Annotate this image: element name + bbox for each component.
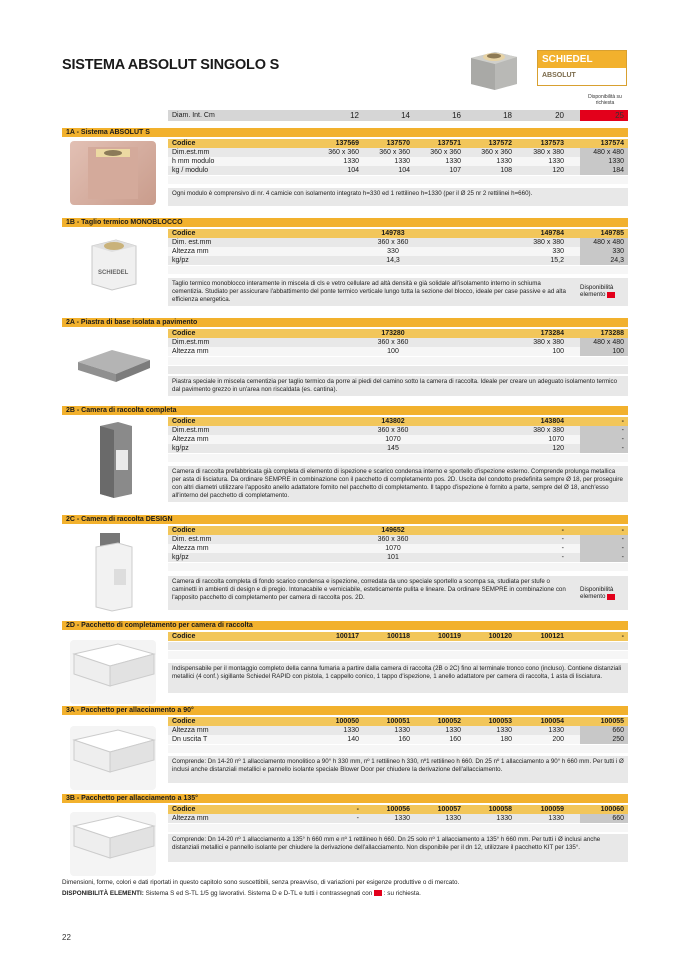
monoblocco-image	[70, 232, 156, 296]
table-row: Altezza mm - 1330 1330 1330 1330 660	[168, 814, 628, 823]
table-row: Dim. est.mm 360 x 360 - -	[168, 535, 628, 544]
section-2a-title: 2A - Piastra di base isolata a pavimento	[62, 318, 628, 327]
header-value: 12	[350, 111, 359, 120]
logo-line: ABSOLUT	[538, 68, 626, 85]
table-row: h mm modulo 1330 1330 1330 1330 1330 1330	[168, 157, 628, 166]
table-row: Altezza mm 330 330 330	[168, 247, 628, 256]
availability-box: Disponibilità elemento	[580, 284, 614, 299]
schiedel-logo	[537, 50, 627, 86]
svg-text:SCHIEDEL: SCHIEDEL	[98, 270, 129, 276]
page-number: 22	[62, 933, 71, 942]
table-row: Codice 100117 100118 100119 100120 100121 -	[168, 632, 628, 641]
table-row: Altezza mm 1070 - -	[168, 544, 628, 553]
section-description: Comprende: Dn 14-20 nº 1 allacciamento monolitico a 90° h 330 mm, nº 1 rettilineo h 330, nº1 rettilineo h 660. Dn 25 nº 1 allacciamento a 90° h 660 mm. Per tutti i Ø inclusi anche distanziali metallici e pannello isolante speciale Blower Door per chiudere la derivazione dell'allacciamento.	[168, 756, 628, 783]
table-row: Codice 149652 - -	[168, 526, 628, 535]
header-value: 18	[503, 111, 512, 120]
section-3a-title: 3A - Pacchetto per allacciamento a 90°	[62, 706, 628, 715]
section-description: Camera di raccolta completa di fondo scarico condensa e ispezione, corredata da uno speciale sportello a scompa sa, studiata per stufe o caminetti in ambienti di design e di pregio. Intonacabile e verniciabile, esteticamente pulita e lineare. Da ordinare SEMPRE in combinazione con l'apposito pacchetto di completamento per camera di raccolta pos. 2D.	[168, 576, 628, 610]
availability-box: Disponibilità elemento	[580, 586, 614, 601]
collection-chamber-image	[70, 420, 156, 484]
section-2d-title: 2D - Pacchetto di completamento per camera di raccolta	[62, 621, 628, 630]
footer-availability: DISPONIBILITÀ ELEMENTI: Sistema S ed S-TL 1/5 gg lavorativi. Sistema D e D-TL e tutti i contrassegnati con : su richiesta.	[62, 890, 421, 897]
on-request-cell	[580, 110, 628, 121]
section-2c-title: 2C - Camera di raccolta DESIGN	[62, 515, 628, 524]
chimney-block-image	[465, 44, 523, 92]
table-row: Altezza mm 100 100 100	[168, 347, 628, 356]
table-row: Codice 137569 137570 137571 137572 137573 137574	[168, 139, 628, 148]
section-2b-title: 2B - Camera di raccolta completa	[62, 406, 628, 415]
page-title: SISTEMA ABSOLUT SINGOLO S	[62, 57, 280, 73]
section-1a-title: 1A - Sistema ABSOLUT S	[62, 128, 628, 137]
table-row: kg / modulo 104 104 107 108 120 184	[168, 166, 628, 175]
logo-brand: SCHIEDEL	[538, 51, 626, 68]
table-row: Altezza mm 1070 1070 -	[168, 435, 628, 444]
red-square-icon	[607, 292, 615, 298]
header-value: 14	[401, 111, 410, 120]
availability-note: Disponibilità su richiesta	[588, 94, 622, 106]
table-row: Codice - 100056 100057 100058 100059 100060	[168, 805, 628, 814]
section-description: Comprende: Dn 14-20 nº 1 allacciamento a 135° h 660 mm e nº 1 rettilineo h 660. Dn 25 solo nº 1 allacciamento a 135° h 660 mm. Per tutti i Ø inclusi anche distanziali metallici e pannello isolante per chiudere la derivazione dell'allacciamento. Non disponibile per il dn 12, utilizzare il pacchetto KIT per 135°.	[168, 834, 628, 862]
footer-disclaimer: Dimensioni, forme, colori e dati riportati in questo capitolo sono suscettibili, senza preavviso, di variazioni per esigenze produttive o di mercato.	[62, 879, 460, 886]
section-3b-title: 3B - Pacchetto per allacciamento a 135°	[62, 794, 628, 803]
table-row: Altezza mm 1330 1330 1330 1330 1330 660	[168, 726, 628, 735]
header-label: Diam. Int. Cm	[172, 112, 215, 119]
red-square-icon	[607, 594, 615, 600]
base-plate-image	[70, 332, 156, 396]
completion-kit-image	[70, 640, 156, 704]
connection-135-kit-image	[70, 812, 156, 876]
table-row: Dim.est.mm 360 x 360 360 x 360 360 x 360 360 x 360 380 x 380 480 x 480	[168, 148, 628, 157]
header-value: 25	[615, 111, 624, 120]
table-row: Codice 149783 149784 149785	[168, 229, 628, 238]
design-chamber-image	[70, 529, 156, 593]
table-row: Codice 100050 100051 100052 100053 100054 100055	[168, 717, 628, 726]
header-value: 16	[452, 111, 461, 120]
table-row: kg/pz 145 120 -	[168, 444, 628, 453]
table-row: Codice 143802 143804 -	[168, 417, 628, 426]
table-row: Codice 173280 173284 173288	[168, 329, 628, 338]
table-row: Dn uscita T 140 160 160 180 200 250	[168, 735, 628, 744]
section-description: Indispensabile per il montaggio completo della canna fumaria a partire dalla camera di raccolta (2B o 2C) fino al terminale tronco cono (incluso). Contiene distanziali metallici (4 conf.) sigillante Schiedel RAPID con pistola, 1 cappello conico, 1 tappo d'ispezione, 1 anello adattatore per camera di raccolta, 1 asta di lisciatura.	[168, 663, 628, 693]
section-description: Camera di raccolta prefabbricata già completa di elemento di ispezione e scarico condensa interno e sportello d'ispezione esterno. Comprende prolunga metallica per asta di lisciatura. Da ordinare SEMPRE in combinazione con il pacchetto di completamento pos. 2D. Uscita del condotto predefinita sempre Ø 18, per proseguire con altri diametri utilizzare l'apposito anello adattatore fornito nel pacchetto di completamento. Il tappo d'ispezione è fornito a parte, sempre del Ø 18, anch'esso all'interno del pacchetto di completamento.	[168, 466, 628, 502]
table-row: kg/pz 101 - -	[168, 553, 628, 562]
header-value: 20	[555, 111, 564, 120]
section-description: Ogni modulo è comprensivo di nr. 4 camicie con isolamento integrato h=330 ed 1 rettilineo h=1330 (per il Ø 25 nr 2 rettilinei h=660).	[168, 188, 628, 206]
section-description: Taglio termico monoblocco interamente in miscela di cls e vetro cellulare ad altà densità e già solidale all'isolamento interno in schiuma cementizia. Studiato per assicurare l'abbattimento del ponte termico verticale lungo tutta la sezione del blocco, ideale per case passive e ad alta efficienza energetica.	[168, 278, 628, 306]
section-description: Piastra speciale in miscela cementizia per taglio termico da porre ai piedi del camino sotto la camera di raccolta. Ideale per creare un adeguato isolamento termico dal pavimento grezzo in un'area non riscaldata (es. cantina).	[168, 376, 628, 396]
connection-90-kit-image	[70, 726, 156, 790]
section-1b-title: 1B - Taglio termico MONOBLOCCO	[62, 218, 628, 227]
table-row: kg/pz 14,3 15,2 24,3	[168, 256, 628, 265]
red-square-icon	[374, 890, 382, 896]
table-row: Dim. est.mm 360 x 360 380 x 380 480 x 480	[168, 238, 628, 247]
diameter-header	[168, 110, 628, 121]
absolut-module-image	[70, 141, 156, 205]
table-row: Dim.est.mm 360 x 360 380 x 380 480 x 480	[168, 338, 628, 347]
table-row: Dim.est.mm 360 x 360 380 x 380 -	[168, 426, 628, 435]
